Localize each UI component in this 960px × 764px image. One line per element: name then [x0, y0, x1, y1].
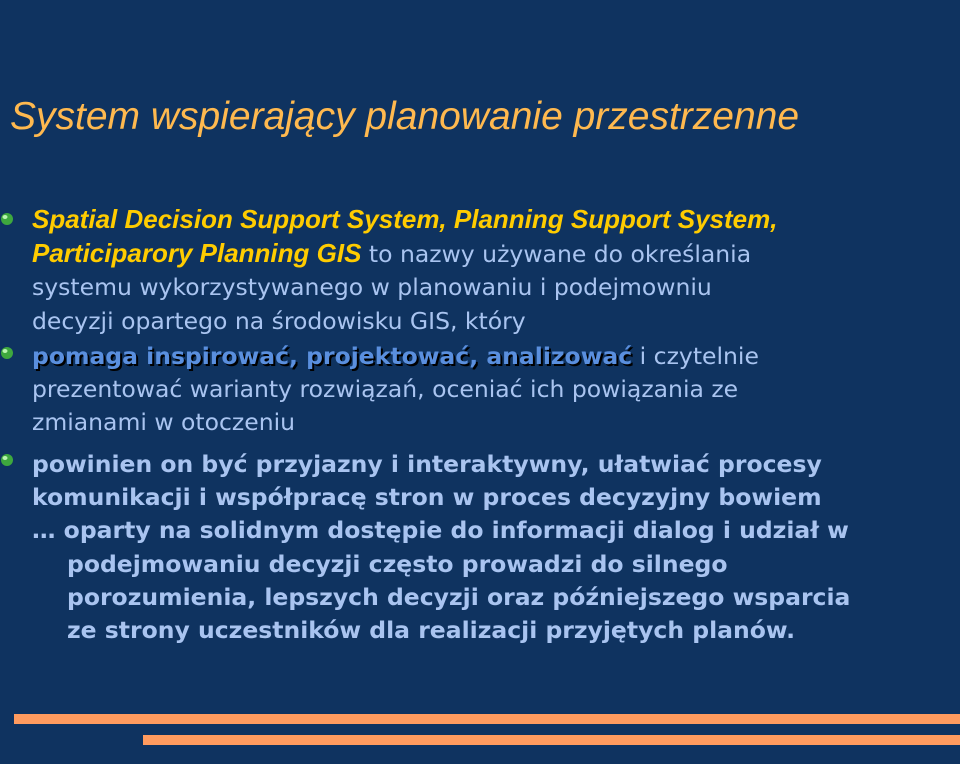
highlight-term: Participarory Planning GIS: [32, 238, 362, 269]
bullet-point-icon: [0, 453, 14, 467]
bullet-item-2: [32, 340, 932, 440]
decorative-rule-bottom: [143, 735, 960, 745]
decorative-rule-top: [14, 714, 960, 724]
highlight-term: Spatial Decision Support System, Planning Support System,: [32, 204, 778, 234]
body-text: podejmowaniu decyzji często prowadzi do silnego: [67, 549, 728, 578]
body-text: … oparty na solidnym dostępie do informacji dialog i udział w: [32, 516, 849, 545]
body-text: decyzji opartego na środowisku GIS, który: [32, 306, 526, 335]
slide-title: System wspierający planowanie przestrzenne: [10, 95, 800, 138]
body-text: to nazwy używane do określania: [361, 240, 752, 269]
body-text: porozumienia, lepszych decyzji oraz późniejszego wsparcia: [67, 582, 851, 611]
body-text: ze strony uczestników dla realizacji przyjętych planów.: [67, 616, 796, 645]
bullet-point-icon: [0, 212, 14, 226]
body-text: zmianami w otoczeniu: [32, 408, 296, 437]
highlight-verbs: pomaga inspirować, projektować, analizować: [32, 342, 633, 370]
body-text: powinien on być przyjazny i interaktywny, ułatwiać procesy: [32, 450, 822, 478]
bullet-item-3: [32, 448, 932, 647]
bullet-point-icon: [0, 346, 14, 360]
body-text: prezentować warianty rozwiązań, oceniać ich powiązania ze: [32, 375, 739, 404]
body-text: systemu wykorzystywanego w planowaniu i podejmowniu: [32, 273, 712, 302]
bullet-item-1: [32, 203, 932, 338]
body-text: i czytelnie: [632, 342, 759, 370]
body-text: komunikacji i współpracę stron w proces decyzyjny bowiem: [32, 483, 822, 512]
